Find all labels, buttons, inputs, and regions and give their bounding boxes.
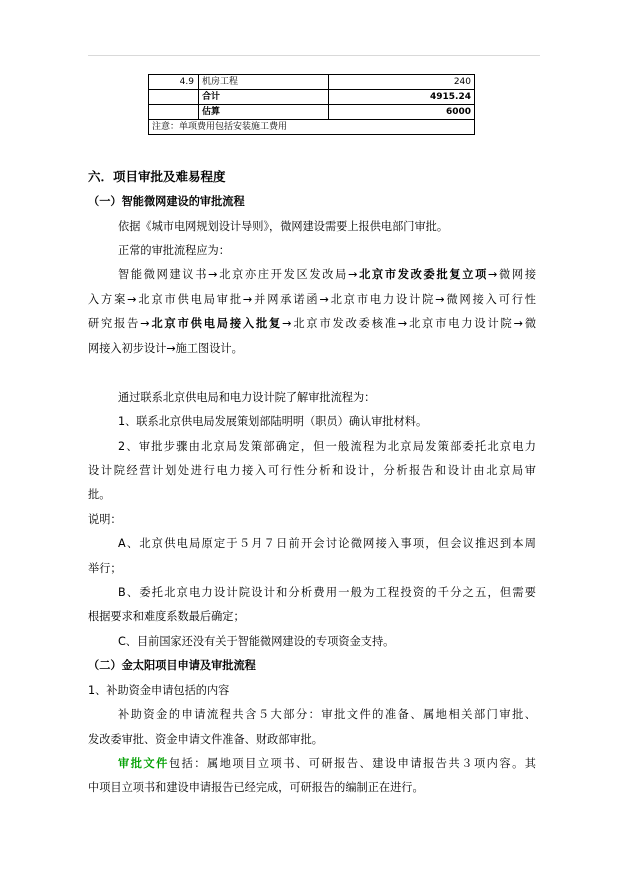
flow-line: 入方案→北京市供电局审批→并网承诺函→北京市电力设计院→微网接入可行性 bbox=[88, 293, 536, 306]
step-item: 1、联系北京供电局发展策划部陆明明（职员）确认审批材料。 bbox=[118, 415, 428, 428]
row-value: 240 bbox=[329, 75, 475, 90]
sub1-paragraph: 正常的审批流程应为： bbox=[118, 244, 230, 257]
step-item: 2、审批步骤由北京局发策部确定，但一般流程为北京局发策部委托北京电力 bbox=[118, 440, 536, 453]
flow-highlight: 北京市发改委批复立项 bbox=[357, 268, 488, 281]
note-item: C、目前国家还没有关于智能微网建设的专项资金支持。 bbox=[118, 635, 395, 648]
flow-text: 研究报告→ bbox=[88, 317, 150, 330]
sub2-title: （二）金太阳项目申请及审批流程 bbox=[88, 659, 256, 672]
note-label: 说明： bbox=[88, 513, 122, 526]
step-item: 设计院经营计划处进行电力接入可行性分析和设计，分析报告和设计由北京局审 bbox=[88, 464, 536, 477]
flow-highlight: 北京市供电局接入批复 bbox=[149, 317, 283, 330]
sub1-paragraph: 通过联系北京供电局和电力设计院了解审批流程为： bbox=[118, 391, 376, 404]
sub1-paragraph: 依据《城市电网规划设计导则》，微网建设需要上报供电部门审批。 bbox=[118, 220, 449, 233]
row-number bbox=[149, 90, 199, 105]
sub2-paragraph: 中项目立项书和建设申请报告已经完成，可研报告的编制正在进行。 bbox=[88, 781, 424, 794]
sub2-paragraph: 补助资金的申请流程共含５大部分：审批文件的准备、属地相关部门审批、 bbox=[118, 708, 536, 721]
note-item: 举行； bbox=[88, 562, 122, 575]
table-row bbox=[149, 75, 475, 90]
highlight-label: 审批文件 bbox=[118, 757, 169, 770]
flow-text: 智能微网建议书→北京亦庄开发区发改局→ bbox=[118, 268, 358, 281]
cost-table bbox=[148, 74, 475, 135]
note-item: 根据要求和难度系数最后确定； bbox=[88, 610, 245, 623]
flow-text: →北京市发改委核准→北京市电力设计院→微 bbox=[282, 317, 537, 330]
sub2-paragraph bbox=[118, 757, 536, 771]
note-item: B、委托北京电力设计院设计和分析费用一般为工程投资的千分之五，但需要 bbox=[118, 586, 536, 599]
row-item: 合计 bbox=[199, 90, 329, 105]
row-item: 估算 bbox=[199, 105, 329, 120]
flow-line bbox=[118, 268, 536, 282]
row-value: 4915.24 bbox=[329, 90, 475, 105]
table-row bbox=[149, 90, 475, 105]
flow-line: 网接入初步设计→施工图设计。 bbox=[88, 342, 243, 355]
step-item: 批。 bbox=[88, 488, 111, 501]
table-note: 注意：单项费用包括安装施工费用 bbox=[149, 120, 475, 135]
paragraph-text: 包括：属地项目立项书、可研报告、建设申请报告共３项内容。其 bbox=[168, 757, 536, 770]
row-number: 4.9 bbox=[149, 75, 199, 90]
page-header-rule bbox=[88, 55, 540, 56]
sub2-paragraph: 发改委审批、资金申请文件准备、财政部审批。 bbox=[88, 733, 323, 746]
row-number bbox=[149, 105, 199, 120]
note-item: A、北京供电局原定于５月７日前开会讨论微网接入事项，但会议推迟到本周 bbox=[118, 537, 536, 550]
section-title: 六．项目审批及难易程度 bbox=[88, 169, 226, 184]
flow-text: →微网接 bbox=[487, 268, 537, 281]
table-note-row bbox=[149, 120, 475, 135]
row-value: 6000 bbox=[329, 105, 475, 120]
table-row bbox=[149, 105, 475, 120]
sub2-item: 1、补助资金申请包括的内容 bbox=[88, 684, 230, 697]
sub1-title: （一）智能微网建设的审批流程 bbox=[88, 195, 245, 208]
row-item: 机房工程 bbox=[199, 75, 329, 90]
flow-line bbox=[88, 317, 536, 331]
